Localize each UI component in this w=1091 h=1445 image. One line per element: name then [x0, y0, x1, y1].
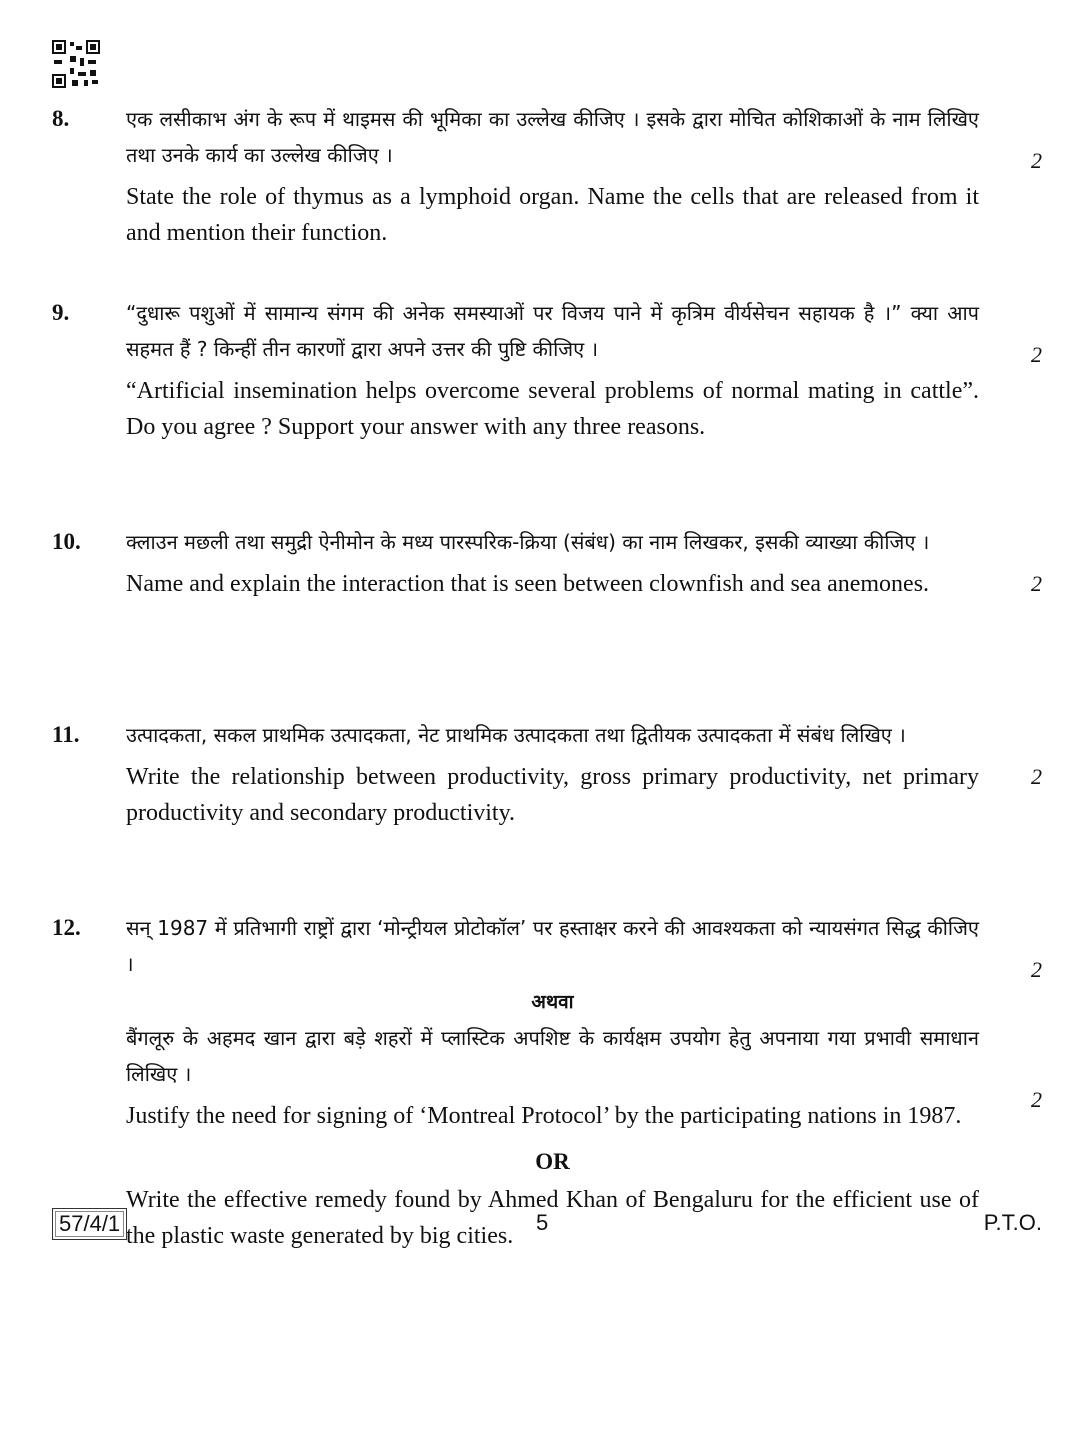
question-text-english: Name and explain the interaction that is seen between clownfish and sea anemones.	[126, 571, 930, 597]
pto-label: P.T.O.	[983, 1210, 1042, 1235]
question-text-hindi: “दुधारू पशुओं में सामान्य संगम की अनेक समस्याओं पर विजय पाने में कृत्रिम वीर्यसेचन सहायक है ।” क्या आप सहमत हैं ? किन्हीं तीन कारणों द्वारा अपने उत्तर की पुष्टि कीजिए ।	[126, 301, 979, 361]
paper-code: 57/4/1	[52, 1208, 127, 1240]
question-alt-text-hindi: बैंगलूरु के अहमद खान द्वारा बड़े शहरों में प्लास्टिक अपशिष्ट के कार्यक्षम उपयोग हेतु अपनाया गया प्रभावी समाधान लिखिए ।	[126, 1026, 979, 1086]
or-label-hindi: अथवा	[531, 991, 574, 1013]
page-footer	[52, 1208, 1042, 1244]
question-marks: 2	[1031, 764, 1042, 789]
question-number: 10.	[52, 529, 81, 554]
question-text-english: Justify the need for signing of ‘Montreal Protocol’ by the participating nations in 1987.	[126, 1103, 962, 1129]
question-text-english: Write the relationship between productivity, gross primary productivity, net primary productivity and secondary productivity.	[126, 764, 979, 826]
question-number: 8.	[52, 106, 70, 131]
question-marks-alternative: 2	[1031, 1087, 1042, 1112]
question-number: 11.	[52, 722, 80, 747]
question-marks: 2	[1031, 148, 1042, 173]
question-text-hindi: सन् 1987 में प्रतिभागी राष्ट्रों द्वारा ‘मोन्ट्रीयल प्रोटोकॉल’ पर हस्ताक्षर करने की आवश्यकता को न्यायसंगत सिद्ध कीजिए ।	[126, 916, 979, 976]
qr-code-icon	[52, 40, 100, 88]
question-text-hindi: उत्पादकता, सकल प्राथमिक उत्पादकता, नेट प्राथमिक उत्पादकता तथा द्वितीयक उत्पादकता में संबंध लिखिए ।	[126, 723, 906, 747]
question-marks: 2	[1031, 957, 1042, 982]
question-text-english: “Artificial insemination helps overcome several problems of normal mating in cattle”. Do you agree ? Support your answer with any three reasons.	[126, 378, 979, 440]
page-number: 5	[536, 1210, 549, 1235]
question-number: 9.	[52, 300, 70, 325]
question-text-hindi: क्लाउन मछली तथा समुद्री ऐनीमोन के मध्य पारस्परिक-क्रिया (संबंध) का नाम लिखकर, इसकी व्याख्या कीजिए ।	[126, 530, 930, 554]
question-text-hindi: एक लसीकाभ अंग के रूप में थाइमस की भूमिका का उल्लेख कीजिए । इसके द्वारा मोचित कोशिकाओं के नाम लिखिए तथा उनके कार्य का उल्लेख कीजिए ।	[126, 107, 979, 167]
question-number: 12.	[52, 915, 81, 940]
question-marks: 2	[1031, 571, 1042, 596]
question-alt-text-english: Write the effective remedy found by Ahmed Khan of Bengaluru for the efficient use of the plastic waste generated by big cities.	[126, 1187, 979, 1249]
question-marks: 2	[1031, 342, 1042, 367]
question-text-english: State the role of thymus as a lymphoid organ. Name the cells that are released from it and mention their function.	[126, 184, 979, 246]
or-label-english: OR	[535, 1149, 570, 1174]
